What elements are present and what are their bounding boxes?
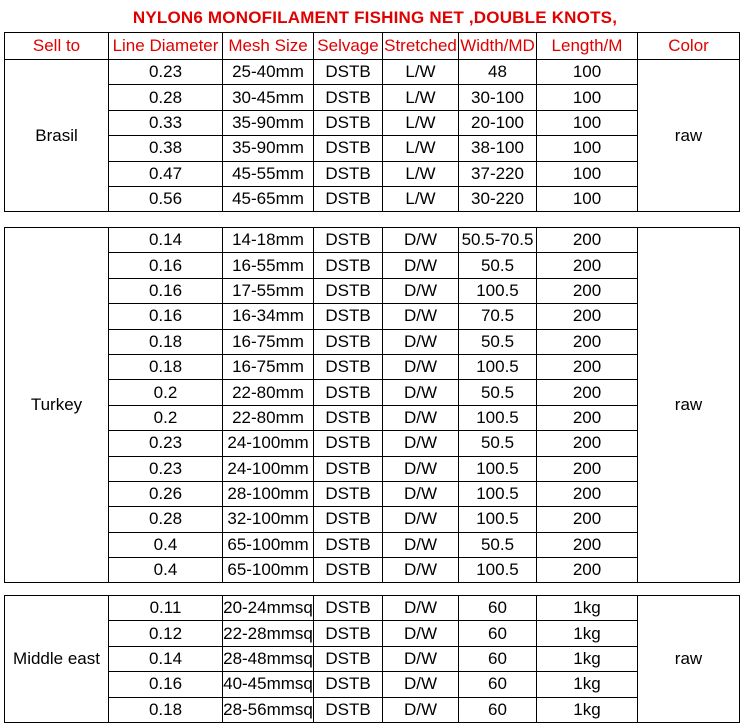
line-diameter-cell: 0.16 [109,304,223,329]
line-diameter-cell: 0.33 [109,110,223,135]
table-row [5,672,740,697]
color-cell: raw [638,596,740,723]
width-md-cell: 60 [459,621,537,646]
stretched-cell: D/W [383,431,459,456]
selvage-cell: DSTB [314,532,383,557]
length-cell: 200 [537,354,638,379]
line-diameter-cell: 0.18 [109,697,223,722]
width-md-cell: 60 [459,646,537,671]
width-md-cell: 20-100 [459,110,537,135]
width-md-cell: 50.5 [459,431,537,456]
stretched-cell: D/W [383,329,459,354]
line-diameter-cell: 0.18 [109,354,223,379]
stretched-cell: L/W [383,60,459,85]
line-diameter-cell: 0.16 [109,253,223,278]
stretched-cell: D/W [383,380,459,405]
table-row [5,532,740,557]
length-cell: 200 [537,481,638,506]
stretched-cell: D/W [383,507,459,532]
width-md-cell: 60 [459,596,537,621]
mesh-size-cell: 22-80mm [223,380,314,405]
selvage-cell: DSTB [314,136,383,161]
stretched-cell: D/W [383,278,459,303]
length-cell: 200 [537,304,638,329]
header-row [5,33,740,60]
mesh-size-cell: 28-48mmsq [223,646,314,671]
selvage-cell: DSTB [314,60,383,85]
width-md-cell: 30-100 [459,85,537,110]
middle-east-table [4,595,740,723]
line-diameter-cell: 0.28 [109,85,223,110]
stretched-cell: L/W [383,85,459,110]
table-row [5,380,740,405]
width-md-cell: 50.5 [459,380,537,405]
mesh-size-cell: 35-90mm [223,136,314,161]
selvage-cell: DSTB [314,697,383,722]
color-cell: raw [638,228,740,583]
width-md-cell: 37-220 [459,161,537,186]
selvage-cell: DSTB [314,278,383,303]
line-diameter-cell: 0.47 [109,161,223,186]
mesh-size-header: Mesh Size [223,33,314,60]
mesh-size-cell: 22-80mm [223,405,314,430]
line-diameter-cell: 0.14 [109,646,223,671]
mesh-size-cell: 65-100mm [223,532,314,557]
stretched-cell: D/W [383,621,459,646]
stretched-cell: D/W [383,558,459,583]
line-diameter-cell: 0.4 [109,558,223,583]
stretched-cell: L/W [383,110,459,135]
stretched-cell: L/W [383,136,459,161]
length-header: Length/M [537,33,638,60]
selvage-cell: DSTB [314,507,383,532]
selvage-cell: DSTB [314,456,383,481]
selvage-cell: DSTB [314,431,383,456]
mesh-size-cell: 16-75mm [223,354,314,379]
mesh-size-cell: 16-34mm [223,304,314,329]
line-diameter-cell: 0.12 [109,621,223,646]
mesh-size-cell: 22-28mmsq [223,621,314,646]
stretched-cell: D/W [383,354,459,379]
selvage-cell: DSTB [314,161,383,186]
length-cell: 1kg [537,596,638,621]
selvage-cell: DSTB [314,329,383,354]
table-row [5,304,740,329]
length-cell: 200 [537,431,638,456]
line-diameter-cell: 0.16 [109,278,223,303]
table-row [5,110,740,135]
length-cell: 1kg [537,697,638,722]
table-row [5,481,740,506]
selvage-cell: DSTB [314,481,383,506]
length-cell: 1kg [537,646,638,671]
width-md-cell: 38-100 [459,136,537,161]
selvage-cell: DSTB [314,672,383,697]
selvage-cell: DSTB [314,380,383,405]
table-row [5,329,740,354]
length-cell: 200 [537,278,638,303]
width-md-cell: 50.5 [459,329,537,354]
mesh-size-cell: 40-45mmsq [223,672,314,697]
stretched-cell: D/W [383,228,459,253]
table-row [5,431,740,456]
width-md-cell: 70.5 [459,304,537,329]
width-md-cell: 50.5-70.5 [459,228,537,253]
selvage-cell: DSTB [314,110,383,135]
mesh-size-cell: 14-18mm [223,228,314,253]
width-md-cell: 48 [459,60,537,85]
stretched-cell: D/W [383,532,459,557]
table-row [5,646,740,671]
selvage-cell: DSTB [314,253,383,278]
width-md-cell: 100.5 [459,507,537,532]
document-title: NYLON6 MONOFILAMENT FISHING NET ,DOUBLE KNOTS, [132,8,618,27]
mesh-size-cell: 28-56mmsq [223,697,314,722]
width-md-cell: 30-220 [459,186,537,211]
length-cell: 200 [537,507,638,532]
color-header: Color [638,33,740,60]
length-cell: 200 [537,532,638,557]
line-diameter-cell: 0.23 [109,456,223,481]
mesh-size-cell: 17-55mm [223,278,314,303]
table-row [5,161,740,186]
stretched-cell: D/W [383,596,459,621]
line-diameter-cell: 0.2 [109,405,223,430]
stretched-cell: D/W [383,646,459,671]
line-diameter-cell: 0.23 [109,431,223,456]
selvage-cell: DSTB [314,558,383,583]
selvage-cell: DSTB [314,596,383,621]
line-diameter-cell: 0.26 [109,481,223,506]
width-md-cell: 50.5 [459,532,537,557]
length-cell: 200 [537,228,638,253]
length-cell: 100 [537,110,638,135]
length-cell: 100 [537,161,638,186]
mesh-size-cell: 65-100mm [223,558,314,583]
mesh-size-cell: 45-55mm [223,161,314,186]
selvage-cell: DSTB [314,646,383,671]
stretched-cell: D/W [383,697,459,722]
length-cell: 200 [537,253,638,278]
mesh-size-cell: 32-100mm [223,507,314,532]
table-row [5,186,740,211]
line-diameter-header: Line Diameter [109,33,223,60]
width-md-cell: 100.5 [459,558,537,583]
table-row [5,456,740,481]
length-cell: 1kg [537,621,638,646]
line-diameter-cell: 0.56 [109,186,223,211]
selvage-cell: DSTB [314,228,383,253]
length-cell: 100 [537,85,638,110]
selvage-cell: DSTB [314,304,383,329]
table-row [5,60,740,85]
length-cell: 100 [537,136,638,161]
mesh-size-cell: 24-100mm [223,456,314,481]
length-cell: 200 [537,380,638,405]
table-row [5,136,740,161]
table-row [5,278,740,303]
line-diameter-cell: 0.4 [109,532,223,557]
length-cell: 100 [537,60,638,85]
table-row [5,228,740,253]
mesh-size-cell: 35-90mm [223,110,314,135]
width-md-header: Width/MD [459,33,537,60]
line-diameter-cell: 0.38 [109,136,223,161]
length-cell: 200 [537,558,638,583]
stretched-cell: L/W [383,161,459,186]
line-diameter-cell: 0.11 [109,596,223,621]
table-row [5,405,740,430]
table-row [5,253,740,278]
country-cell: Brasil [5,60,109,212]
mesh-size-cell: 20-24mmsq [223,596,314,621]
length-cell: 200 [537,405,638,430]
width-md-cell: 100.5 [459,456,537,481]
stretched-cell: D/W [383,405,459,430]
table-row [5,85,740,110]
line-diameter-cell: 0.16 [109,672,223,697]
mesh-size-cell: 16-75mm [223,329,314,354]
mesh-size-cell: 28-100mm [223,481,314,506]
line-diameter-cell: 0.23 [109,60,223,85]
mesh-size-cell: 25-40mm [223,60,314,85]
length-cell: 200 [537,329,638,354]
width-md-cell: 50.5 [459,253,537,278]
mesh-size-cell: 16-55mm [223,253,314,278]
mesh-size-cell: 30-45mm [223,85,314,110]
brasil-table [4,32,740,212]
selvage-cell: DSTB [314,186,383,211]
line-diameter-cell: 0.14 [109,228,223,253]
stretched-cell: D/W [383,304,459,329]
selvage-cell: DSTB [314,354,383,379]
width-md-cell: 100.5 [459,481,537,506]
stretched-header: Stretched [383,33,459,60]
stretched-cell: D/W [383,253,459,278]
table-row [5,697,740,722]
selvage-cell: DSTB [314,85,383,110]
stretched-cell: D/W [383,456,459,481]
stretched-cell: L/W [383,186,459,211]
length-cell: 100 [537,186,638,211]
line-diameter-cell: 0.2 [109,380,223,405]
table-row [5,558,740,583]
width-md-cell: 60 [459,697,537,722]
stretched-cell: D/W [383,481,459,506]
width-md-cell: 100.5 [459,278,537,303]
table-row [5,354,740,379]
sell-to-header: Sell to [5,33,109,60]
length-cell: 200 [537,456,638,481]
mesh-size-cell: 45-65mm [223,186,314,211]
stretched-cell: D/W [383,672,459,697]
table-row [5,507,740,532]
table-row [5,596,740,621]
selvage-header: Selvage [314,33,383,60]
line-diameter-cell: 0.18 [109,329,223,354]
length-cell: 1kg [537,672,638,697]
width-md-cell: 100.5 [459,354,537,379]
width-md-cell: 60 [459,672,537,697]
color-cell: raw [638,60,740,212]
country-cell: Middle east [5,596,109,723]
mesh-size-cell: 24-100mm [223,431,314,456]
width-md-cell: 100.5 [459,405,537,430]
selvage-cell: DSTB [314,405,383,430]
turkey-table [4,227,740,583]
country-cell: Turkey [5,228,109,583]
selvage-cell: DSTB [314,621,383,646]
line-diameter-cell: 0.28 [109,507,223,532]
table-row [5,621,740,646]
